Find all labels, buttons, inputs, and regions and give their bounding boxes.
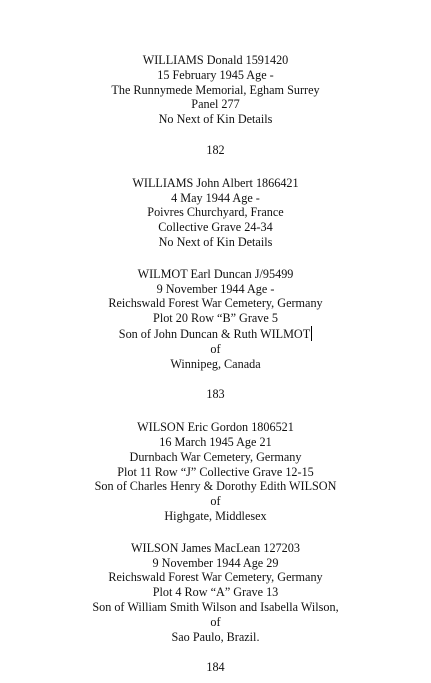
entry-name-line: WILLIAMS John Albert 1866421 xyxy=(132,175,299,190)
entry-date-line: 9 November 1944 Age - xyxy=(156,281,275,296)
entry-wilmot-earl xyxy=(0,267,431,372)
entry-name-line: WILSON Eric Gordon 1806521 xyxy=(137,420,294,435)
entry-cemetery-line: Reichswald Forest War Cemetery, Germany xyxy=(108,296,323,311)
entry-place-line: Sao Paulo, Brazil. xyxy=(171,629,260,644)
entry-cemetery-line: Reichswald Forest War Cemetery, Germany xyxy=(108,570,323,585)
entry-wilson-eric xyxy=(0,420,431,524)
entry-name-line: WILSON James MacLean 127203 xyxy=(131,540,300,555)
entry-williams-john xyxy=(0,176,431,250)
entry-of-line: of xyxy=(210,614,221,629)
entry-parents-text: Son of John Duncan & Ruth WILMOT xyxy=(118,326,311,341)
entry-parents-line: Son of Charles Henry & Dorothy Edith WILSON xyxy=(94,479,337,494)
page-number: 183 xyxy=(206,387,225,402)
entry-grave-line: Collective Grave 24-34 xyxy=(158,220,273,235)
entry-name-line: WILMOT Earl Duncan J/95499 xyxy=(137,266,294,281)
entry-name-line: WILLIAMS Donald 1591420 xyxy=(142,53,289,67)
entry-parents-line xyxy=(0,326,431,342)
entry-date-line: 9 November 1944 Age 29 xyxy=(152,555,279,570)
entry-date-line: 16 March 1945 Age 21 xyxy=(159,434,272,449)
entry-grave-line: Plot 20 Row “B” Grave 5 xyxy=(153,311,278,326)
entry-panel-line: Panel 277 xyxy=(191,97,240,112)
page-number: 184 xyxy=(206,660,225,675)
entry-place-line: Highgate, Middlesex xyxy=(164,508,267,523)
entry-of-line: of xyxy=(210,494,221,509)
entry-of-line: of xyxy=(210,341,221,356)
entry-grave-line: Plot 11 Row “J” Collective Grave 12-15 xyxy=(117,464,314,479)
text-cursor xyxy=(311,326,312,341)
entry-grave-line: Plot 4 Row “A” Grave 13 xyxy=(152,585,279,600)
entry-wilson-james xyxy=(0,541,431,645)
entry-date-line: 15 February 1945 Age - xyxy=(157,67,274,82)
entry-parents-line: Son of William Smith Wilson and Isabella Wilson, xyxy=(92,599,339,614)
page-number: 182 xyxy=(206,142,225,157)
entry-kin-line: No Next of Kin Details xyxy=(158,234,273,249)
entry-place-line: Winnipeg, Canada xyxy=(170,356,261,371)
entry-kin-line: No Next of Kin Details xyxy=(158,112,273,127)
entry-williams-donald xyxy=(0,53,431,127)
entry-date-line: 4 May 1944 Age - xyxy=(171,190,260,205)
entry-cemetery-line: Poivres Churchyard, France xyxy=(147,205,284,220)
entry-cemetery-line: Durnbach War Cemetery, Germany xyxy=(129,449,302,464)
entry-memorial-line: The Runnymede Memorial, Egham Surrey xyxy=(111,82,320,97)
